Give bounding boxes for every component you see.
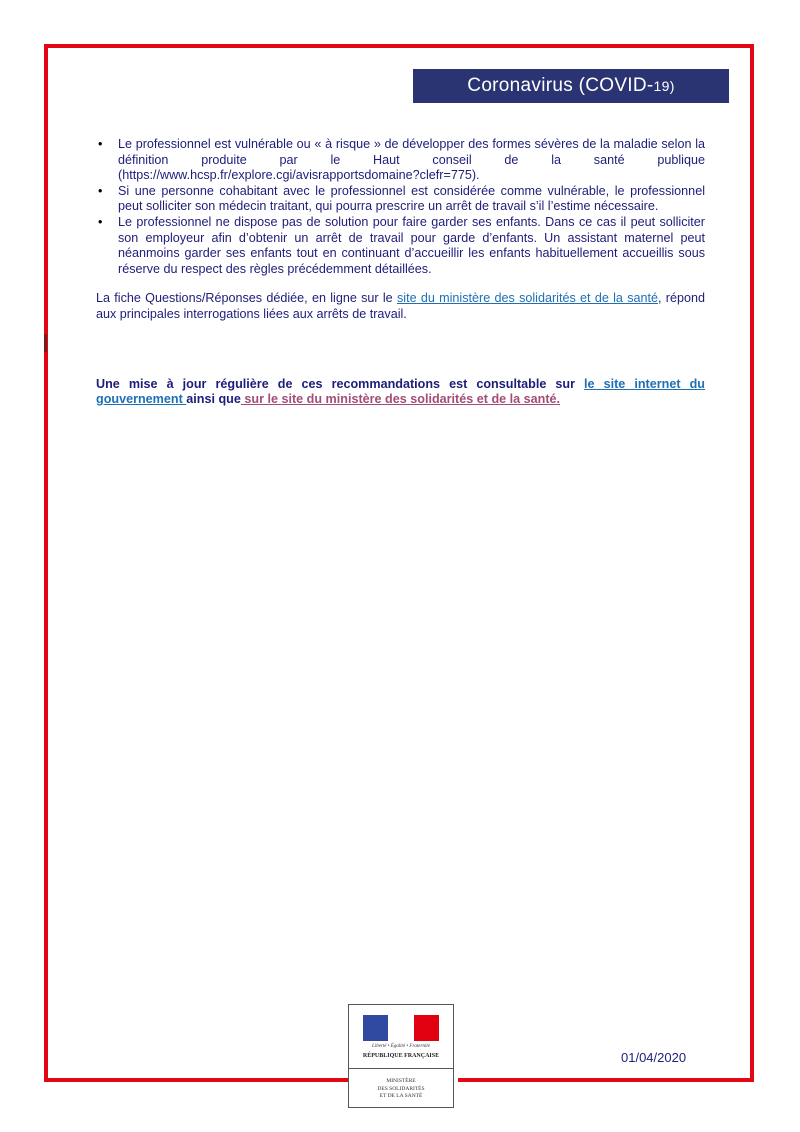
title-number: 19) [653, 78, 675, 94]
bullet-list [96, 137, 705, 277]
faq-text-end: , répond aux principales interrogations liées aux arrêts de travail. [96, 291, 705, 321]
faq-text: La fiche Questions/Réponses dédiée, en ligne sur le [96, 291, 397, 306]
faq-paragraph [96, 291, 705, 322]
title-text: Coronavirus (COVID- [467, 75, 654, 96]
ministry-line: MINISTÈRE [386, 1078, 416, 1084]
ministry-site-link[interactable]: sur le site du ministère des solidarités et de la santé. [240, 392, 561, 407]
ministry-link[interactable]: site du ministère des solidarités et de la santé [396, 291, 658, 306]
update-text: Une mise à jour régulière de ces recommandations est consultable sur [96, 376, 585, 391]
margin-marker [44, 334, 47, 352]
government-site-link[interactable]: le site internet du gouvernement [96, 376, 705, 407]
ministry-line: ET DE LA SANTÉ [379, 1093, 423, 1099]
list-item: • Le professionnel ne dispose pas de solution pour faire garder ses enfants. Dans ce cas il peut solliciter son employeur afin d’obtenir un arrêt de travail pour garde d’enfants. Un assistant maternel peut néanmoins garder ses enfants tout en continuant d’accueillir les enfants habituellement accueillis sous réserve du respect des règles précédemment détaillées. [96, 215, 705, 277]
title-banner [413, 69, 729, 103]
document-body [96, 137, 705, 408]
bottom-border-right [458, 1078, 750, 1082]
logo-motto: Liberté • Égalité • Fraternité [372, 1044, 430, 1049]
ministry-logo [348, 1004, 454, 1108]
logo-ministry [349, 1069, 453, 1101]
list-item: • Le professionnel est vulnérable ou « à risque » de développer des formes sévères de la maladie selon la définition produite par le Haut conseil de la santé publique (https://www.hcsp.fr/explore.cgi/avisrapportsdomaine?clefr=775). [96, 137, 705, 184]
update-paragraph [96, 377, 705, 408]
update-text-middle: ainsi que [186, 392, 241, 407]
logo-republic: RÉPUBLIQUE FRANÇAISE [362, 1053, 440, 1059]
marianne-flag-icon [363, 1015, 439, 1041]
list-item: • Si une personne cohabitant avec le professionnel est considérée comme vulnérable, le professionnel peut solliciter son médecin traitant, qui pourra prescrire un arrêt de travail s’il l’estime nécessaire. [96, 184, 705, 215]
bottom-border-left [44, 1078, 348, 1082]
document-date: 01/04/2020 [621, 1050, 687, 1065]
ministry-line: DES SOLIDARITÉS [377, 1085, 425, 1092]
